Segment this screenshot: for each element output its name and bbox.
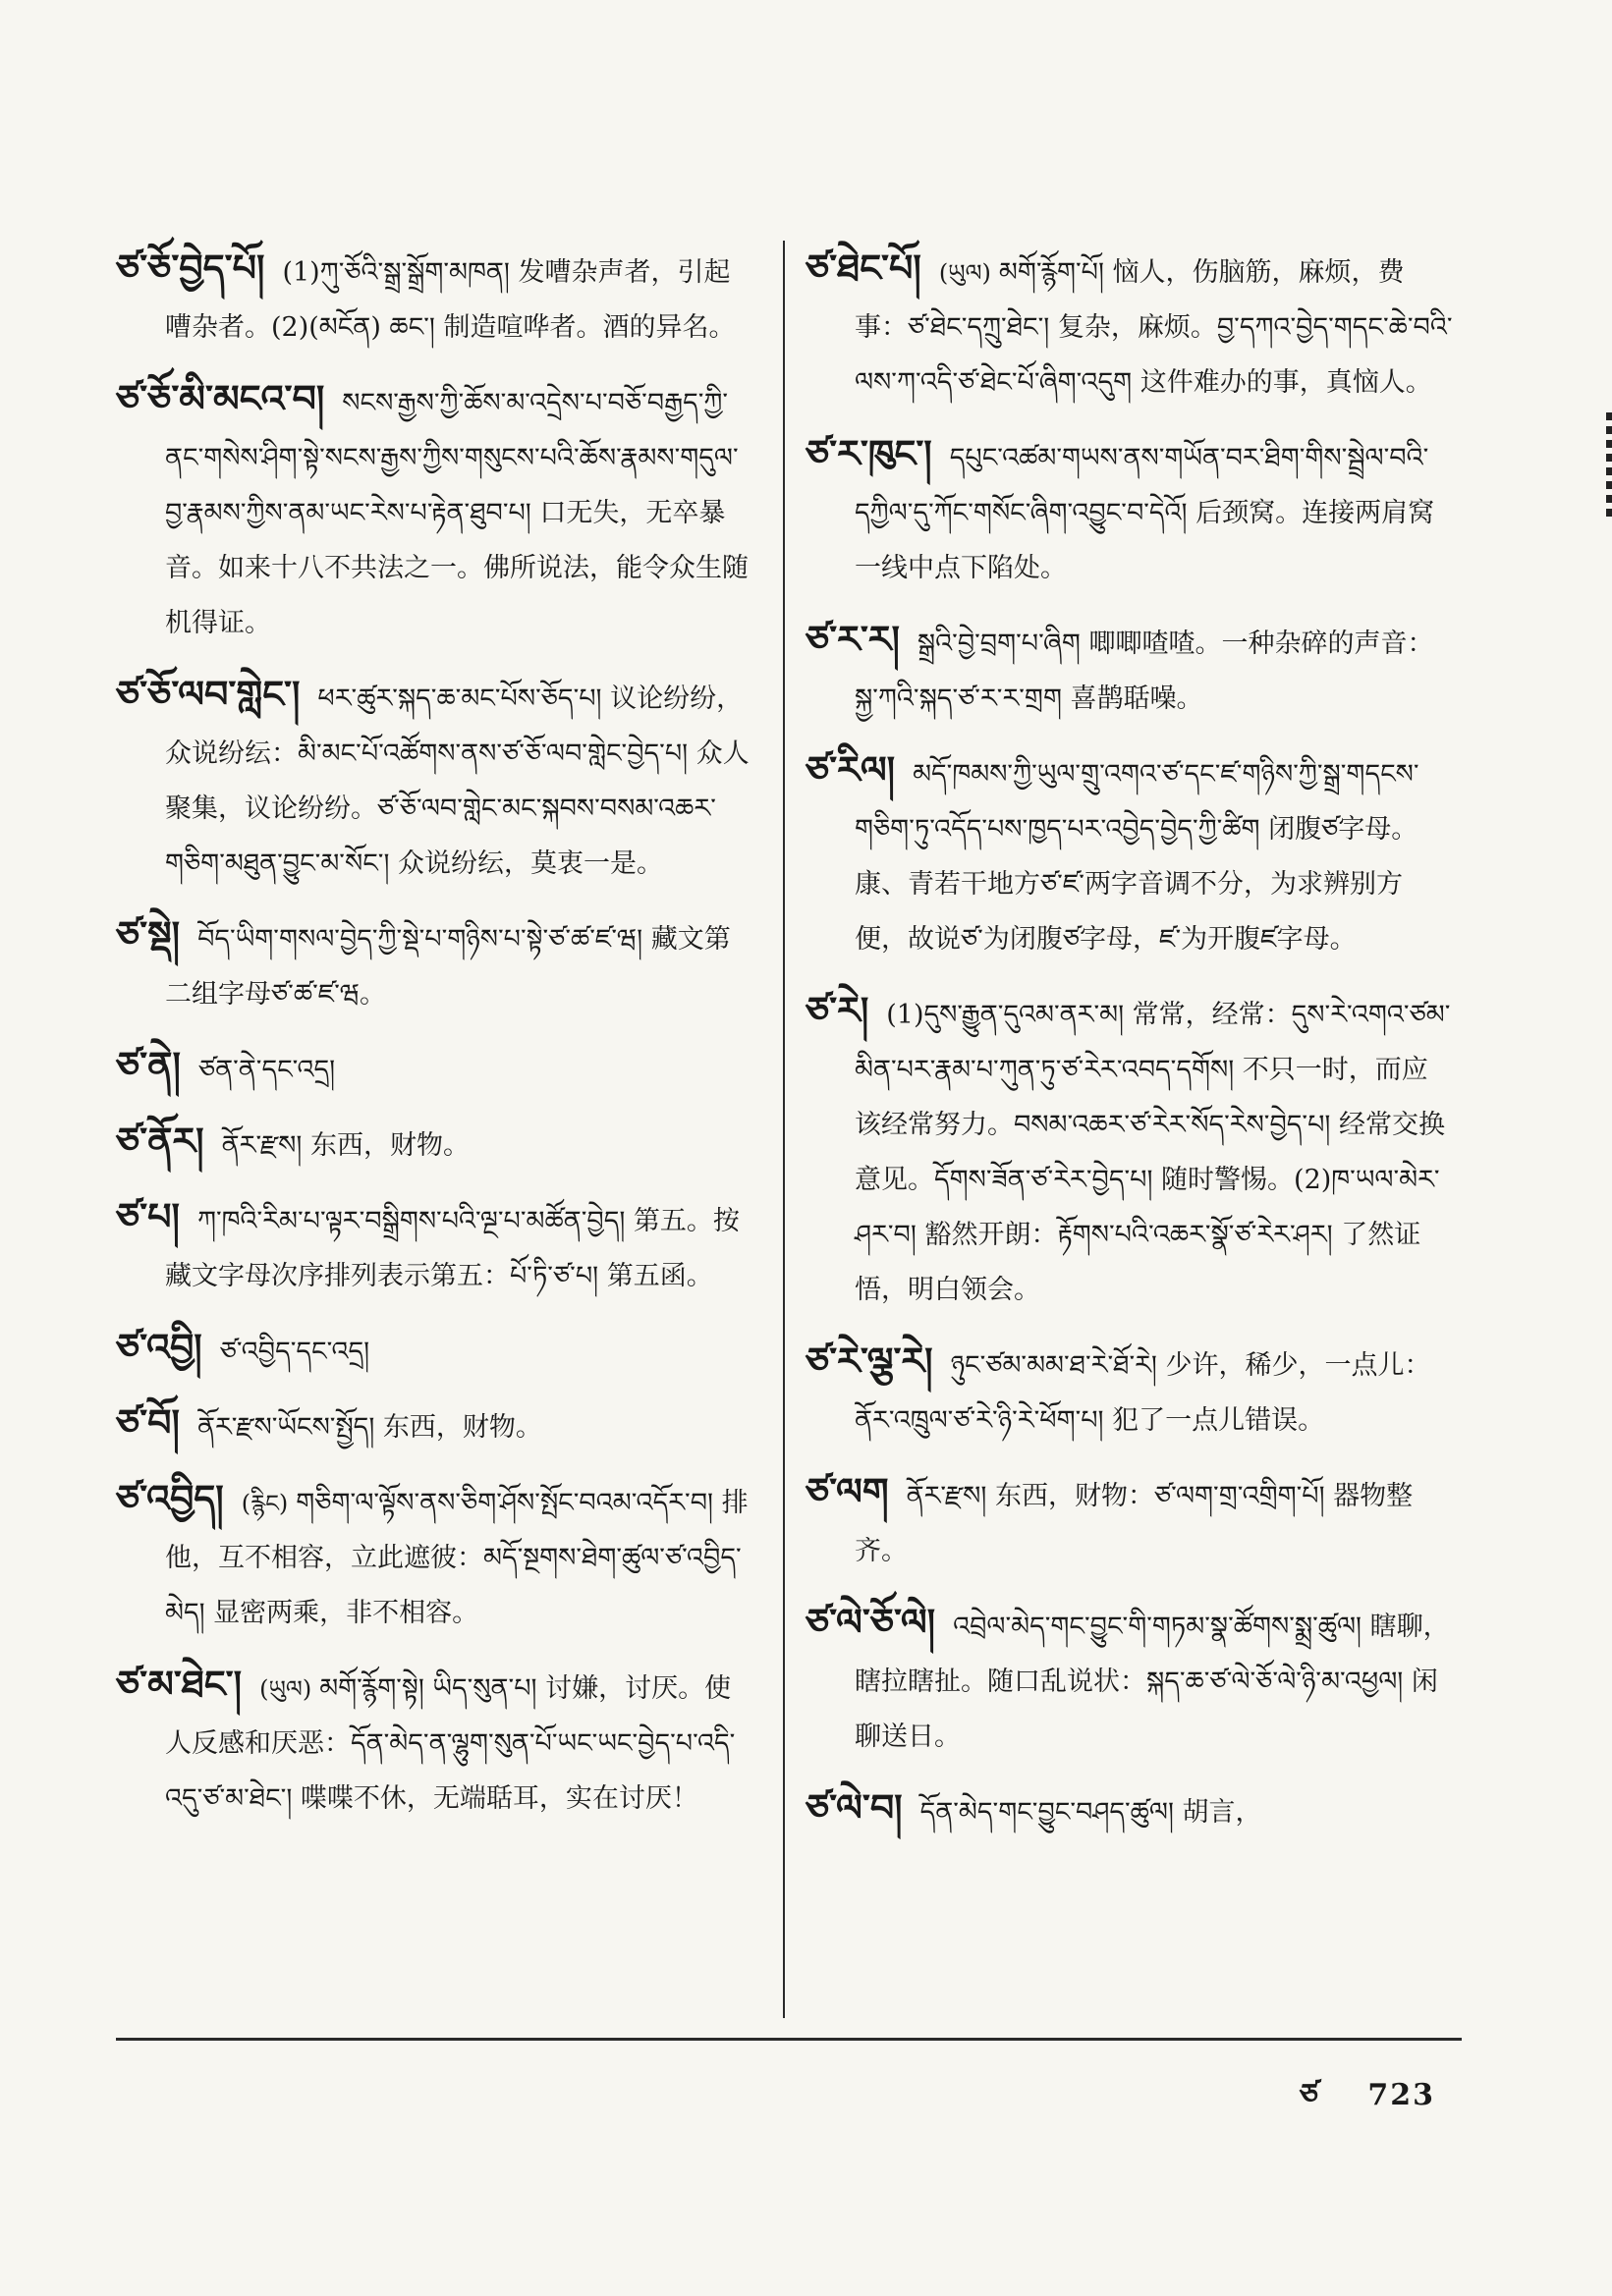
dictionary-entry — [116, 1114, 756, 1174]
entry-headword: ཙ་འབྱིད། — [116, 1476, 224, 1520]
entry-definition: དོན་མེད་གང་བྱུང་བཤད་ཚུལ། 胡言， — [919, 1797, 1262, 1828]
right-column — [806, 241, 1454, 1856]
entry-headword: ཙ་ལག — [806, 1469, 889, 1513]
entry-definition: ནོར་རྫས། 东西，财物：ཙ་ལག་གྲ་འགྲིག་པོ། 器物整齐。 — [855, 1481, 1414, 1566]
entry-definition: དཔུང་འཚམ་གཡས་ནས་གཡོན་བར་ཐིག་གིས་སྦྲེལ་བའི་དཀྱིལ་དུ་ཀོང་གསོང་ཞིག་འབྱུང་བ་དེའོ། 后颈窝。连接两肩窝一线中点下陷处。 — [855, 443, 1435, 583]
dictionary-entry — [806, 426, 1454, 596]
entry-grammar-tag: (ཡུལ) — [259, 1675, 312, 1703]
dictionary-entry — [806, 1780, 1454, 1840]
entry-definition: ཕར་ཚུར་སྐད་ཆ་མང་པོས་ཅོད་པ། 议论纷纷，众说纷纭：མི་མང་པོ་འཚོགས་ནས་ཙ་ཅོ་ལབ་གླེང་བྱེད་པ། 众人聚集，议论纷纷。ཙ་ཅོ་ལབ་གླེང་མང་སྐབས་བསམ་འཆར་གཅིག་མཐུན་བྱུང་མ་སོང་། 众说纷纭，莫衷一是。 — [165, 683, 750, 879]
entry-headword: ཙ་སྡེ། — [116, 912, 181, 957]
entry-headword: ཙ་ཅོ་ལབ་གླེང་། — [116, 672, 301, 716]
entry-definition: ཉུང་ཙམ་མམ་ཐ་རེ་ཐོ་རེ། 少许，稀少，一点儿：ནོར་འཁྲུལ་ཙ་རེ་ཉི་རེ་ཕོག་པ། 犯了一点儿错误。 — [855, 1350, 1431, 1436]
entry-grammar-tag: (རྙིང) — [241, 1490, 289, 1517]
dictionary-entry — [806, 1595, 1454, 1765]
entry-definition: མགོ་རྙོག་པོ། 恼人，伤脑筋，麻烦，费事：ཙ་ཐེང་དཀྲུ་ཐེང་། 复杂，麻烦。བྱ་དཀའ་བྱེད་གདང་ཆེ་བའི་ལས་ཀ་འདི་ཙ་ཐེང་པོ་ཞིག་འདུག 这件难办的事，真恼人。 — [855, 257, 1453, 398]
dictionary-entry — [116, 1395, 756, 1455]
entry-definition: (1)ཀུ་ཅོའི་སྒྲ་སྒྲོག་མཁན། 发嘈杂声者，引起嘈杂者。(2)(མངོན) ཆང་། 制造喧哗者。酒的异名。 — [165, 257, 736, 343]
entry-definition: སྒྲའི་བྱེ་བྲག་པ་ཞིག 唧唧喳喳。一种杂碎的声音：སྐྱ་ཀའི་སྐད་ཙ་ར་ར་གྲག 喜鹊聒噪。 — [855, 629, 1434, 714]
entry-headword: ཙ་ར་ར། — [806, 617, 900, 661]
entry-definition: ཀ་ཁའི་རིམ་པ་ལྟར་བསྒྲིགས་པའི་ལྔ་པ་མཚོན་བྱེད། 第五。按藏文字母次序排列表示第五：པོ་ཏི་ཙ་པ། 第五函。 — [165, 1206, 740, 1291]
entry-definition: མགོ་རྙོག་སྟེ། ཡིད་སུན་པ། 讨嫌，讨厌。使人反感和厌恶：དོན་མེད་ན་ལྷུག་སུན་པོ་ཡང་ཡང་བྱེད་པ་འདི་འདུ་ཙ་མ་ཐེང་། 喋喋不休，无端聒耳，实在讨厌！ — [165, 1673, 736, 1814]
entry-grammar-tag: (ཡུལ) — [938, 259, 991, 287]
dictionary-entry — [116, 371, 756, 651]
entry-headword: ཙ་ར་ཁུང་། — [806, 431, 932, 475]
entry-headword: ཙ་འབྱི། — [116, 1325, 202, 1369]
dictionary-entry — [116, 907, 756, 1022]
dictionary-entry — [116, 1038, 756, 1098]
entry-definition: ནོར་རྫས་ཡོངས་སྤྱོད། 东西，财物。 — [196, 1412, 542, 1443]
dictionary-entry — [806, 612, 1454, 727]
dictionary-entry — [806, 1334, 1454, 1449]
dictionary-entry — [806, 241, 1454, 410]
entry-headword: ཙ་ལེ་བ། — [806, 1785, 903, 1830]
entry-headword: ཙ་པ། — [116, 1194, 180, 1238]
dictionary-entry — [806, 983, 1454, 1318]
page-number: 723 — [1367, 2078, 1435, 2112]
entry-definition: སངས་རྒྱས་ཀྱི་ཆོས་མ་འདྲེས་པ་བཅོ་བརྒྱད་ཀྱི་ནང་གསེས་ཤིག་སྟེ་སངས་རྒྱས་ཀྱིས་གསུངས་པའི་ཆོས་རྣམས་གདུལ་བྱ་རྣམས་ཀྱིས་ནམ་ཡང་རེས་པ་རྟེན་ཐུབ་པ། 口无失，无卒暴音。如来十八不共法之一。佛所说法，能令众生随机得证。 — [165, 388, 749, 638]
entry-definition: བོད་ཡིག་གསལ་བྱེད་ཀྱི་སྡེ་པ་གཉིས་པ་སྟེ་ཙ་ཚ་ཛ་ཝ། 藏文第二组字母ཙ་ཚ་ཛ་ཝ。 — [165, 924, 731, 1010]
entry-headword: ཙ་ལེ་ཅོ་ལེ། — [806, 1600, 936, 1644]
dictionary-entry — [116, 1471, 756, 1641]
column-divider — [783, 241, 785, 2018]
entry-definition: ཙ་འབྱིད་དང་འདྲ། — [219, 1337, 370, 1367]
dictionary-entry — [116, 1320, 756, 1380]
entry-headword: ཙ་ནོར། — [116, 1119, 204, 1163]
page-footer — [1300, 2062, 1435, 2145]
section-letter: ཙ — [1299, 2078, 1320, 2112]
footer-rule — [116, 2038, 1462, 2041]
entry-headword: ཙ་ཐེང་པོ། — [806, 246, 921, 290]
entry-headword: ཙ་ཅོ་བྱེད་པོ། — [116, 246, 265, 290]
dictionary-entry — [116, 667, 756, 892]
entry-definition: (1)དུས་རྒྱུན་དུའམ་ནར་མ། 常常，经常：དུས་རེ་འགའ་ཙམ་མིན་པར་རྣམ་པ་ཀུན་ཏུ་ཙ་རེར་འབད་དགོས། 不只一时，而应该经常努力。བསམ་འཆར་ཙ་རེར་སོད་རེས་བྱེད་པ། 经常交换意见。དོགས་ཟོན་ཙ་རེར་བྱེད་པ། 随时警惕。(2)ཁ་ཡལ་མེར་ཤར་བ། 豁然开朗：རྟོགས་པའི་འཆར་སྣོ་ཙ་རེར་ཤར། 了然证悟，明白领会。 — [855, 1000, 1451, 1305]
entry-headword: ཙ་མ་ཐེང་། — [116, 1662, 243, 1706]
entry-headword: ཙ་ནེ། — [116, 1043, 181, 1087]
dictionary-entry — [806, 742, 1454, 967]
entry-headword: ཙ་ཅོ་མི་མངའ་བ། — [116, 376, 325, 420]
dictionary-entry — [116, 1189, 756, 1304]
dictionary-entry — [806, 1464, 1454, 1579]
dictionary-entry — [116, 241, 756, 355]
entry-definition: ཙན་ནེ་དང་འདྲ། — [197, 1055, 336, 1085]
entry-definition: མདོ་ཁམས་ཀྱི་ཡུལ་གྲུ་འགའ་ཙ་དང་ཛ་གཉིས་ཀྱི་སྒྲ་གདངས་གཅིག་ཏུ་འདོད་པས་ཁྱད་པར་འབྱེད་བྱེད་ཀྱི་ཚིག 闭腹ཙ字母。康、青若干地方ཙ་ཛ་两字音调不分，为求辨别方便，故说ཙ་为闭腹ཙ字母，ཛ་为开腹ཛ字母。 — [855, 759, 1419, 955]
page-edge-mark — [1606, 412, 1612, 520]
entry-headword: ཙ་རེ། — [806, 988, 869, 1032]
entry-headword: ཙ་རིལ། — [806, 747, 896, 792]
entry-definition: འབྲེལ་མེད་གང་བྱུང་གི་གཏམ་སྣ་ཚོགས་སྨྲ་ཚུལ། 瞎聊，瞎拉瞎扯。随口乱说状：སྐད་ཆ་ཙ་ལེ་ཅོ་ལེ་ཉི་མ་འཕྱལ། 闲聊送日。 — [855, 1612, 1450, 1752]
dictionary-entry — [116, 1657, 756, 1827]
entry-definition: ནོར་རྫས། 东西，财物。 — [221, 1130, 470, 1161]
left-column — [116, 241, 756, 1842]
entry-definition: གཅིག་ལ་ལྟོས་ནས་ཅིག་ཤོས་སྤོང་བའམ་འདོར་བ། 排他，互不相容，立此遮彼：མདོ་སྔགས་ཐེག་ཚུལ་ཙ་འབྱིད་མེད། 显密两乘，非不相容。 — [165, 1488, 749, 1628]
entry-headword: ཙ་བོ། — [116, 1400, 180, 1445]
entry-headword: ཙ་རེ་ལྕ་རེ། — [806, 1339, 933, 1383]
